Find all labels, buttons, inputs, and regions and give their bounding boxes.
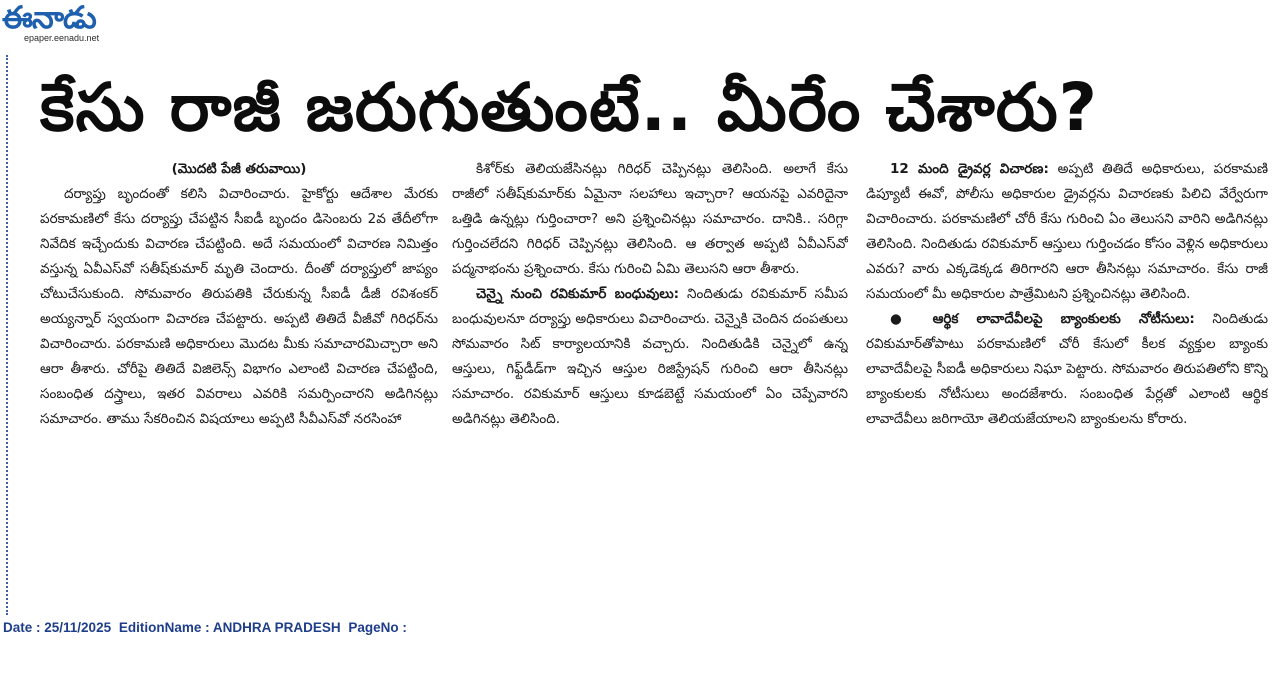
column-2-body-1: కిశోర్‌కు తెలియజేసినట్లు గిరిధర్ చెప్పినట్లు తెలిసింది. అలాగే కేసు రాజీలో సతీష్‌కుమార్‌కు ఏమైనా సలహాలు ఇచ్చారా? ఆయనపై ఎవరిదైనా ఒత్తిడి ఉన్నట్లు గుర్తించారా? అని ప్రశ్నించినట్లు సమాచారం. దానికి.. సరిగ్గా గుర్తించలేదని గిరిధర్ చెప్పినట్లు తెలిసింది. ఆ తర్వాత అప్పటి ఏవీఎస్‌వో పద్మనాభంను ప్రశ్నించారు. కేసు గురించి ఏమి తెలుసని ఆరా తీశారు. [452,161,848,277]
column-2-body-2: నిందితుడు రవికుమార్ సమీప బంధువులనూ దర్యాప్తు అధికారులు విచారించారు. చెన్నైకి చెందిన దంపతులు సోమవారం సిట్ కార్యాలయానికి వచ్చారు. నిందితుడికి చెన్నైలో ఉన్న ఆస్తులు, గిఫ్ట్‌డీడ్‌గా ఇచ్చిన ఆస్తుల రిజిస్ట్రేషన్ గురించి ఆరా తీసినట్లు సమాచారం. రవికుమార్ ఆస్తులు కూడబెట్టే సమయంలో ఏం చెప్పేవారని అడిగినట్లు తెలిసింది. [452,286,848,427]
continued-from-first-page: (మొదటి పేజీ తరువాయి) [171,161,307,177]
footer-date: Date : 25/11/2025 [3,620,112,635]
column-3-section-1 [866,157,1268,307]
footer-edition: EditionName : ANDHRA PRADESH [118,620,341,635]
masthead [2,0,132,48]
article-headline: కేసు రాజీ జరుగుతుంటే.. మీరేం చేశారు? [40,69,1098,146]
article-column-2 [452,157,848,602]
article-column-1 [40,157,438,602]
epaper-url[interactable]: epaper.eenadu.net [24,33,100,43]
bullet-icon: ● [890,311,916,327]
column-3-body-1: అప్పటి తితిదే అధికారులు, పరకామణి డిప్యూటీ ఈవో, పోలీసు అధికారుల డ్రైవర్లను విచారణకు పిలిచి వేర్వేరుగా విచారించారు. పరకామణిలో చోరీ కేసు గురించి ఏం తెలుసని వారిని అడిగినట్లు తెలిసింది. నిందితుడు రవికుమార్ ఆస్తులు గుర్తించడం కోసం వెళ్లిన అధికారులు ఎవరు? వారు ఎక్కడెక్కడ తిరిగారని ఆరా తీసినట్లు సమాచారం. కేసు రాజీ సమయంలో మీ అధికారుల పాత్రేమిటని ప్రశ్నించినట్లు తెలిసింది. [866,161,1268,302]
column-3-section-2 [866,307,1268,432]
column-1-body: దర్యాప్తు బృందంతో కలిసి విచారించారు. హైకోర్టు ఆదేశాల మేరకు పరకామణిలో కేసు దర్యాప్తు చేపట్టిన సీఐడీ బృందం డిసెంబరు 2వ తేదీలోగా నివేదిక ఇచ్చేందుకు విచారణ చేపట్టింది. అదే సమయంలో విచారణ నిమిత్తం వస్తున్న ఏవీఎస్‌వో సతీష్‌కుమార్ మృతి చెందారు. దీంతో దర్యాప్తులో జాప్యం చోటుచేసుకుంది. సోమవారం తిరుపతికి చేరుకున్న సీఐడీ డీజీ రవిశంకర్ అయ్యన్నార్ స్వయంగా విచారణ చేపట్టారు. అప్పటి తితిదే వీజీవో గిరిధర్‌ను విచారించారు. పరకామణి అధికారులు మొదట మీకు సమాచారమిచ్చారా అని ఆరా తీశారు. చోరీపై తితిదే విజిలెన్స్ విభాగం ఎలాంటి విచారణ చేపట్టింది, సంబంధిత దస్త్రాలు, ఇతర వివరాలు ఎవరికి సమర్పించారని అడిగినట్లు సమాచారం. తాము సేకరించిన విషయాలు అప్పటి సీవీఎస్‌వో నరసింహా [40,186,438,427]
subhead-drivers-inquiry: 12 మంది డ్రైవర్ల విచారణ: [890,161,1049,177]
subhead-bank-notices: ఆర్థిక లావాదేవీలపై బ్యాంకులకు నోటీసులు: [932,311,1195,327]
margin-dotted-rule [6,55,8,615]
eenadu-logo[interactable]: ఈనాడు [2,0,96,36]
subhead-chennai-relatives: చెన్నై నుంచి రవికుమార్ బంధువులు: [476,286,680,302]
footer-page: PageNo : [348,620,407,635]
edition-footer [3,620,411,635]
article-column-3 [866,157,1268,602]
column-3-body-2: నిందితుడు రవికుమార్‌తోపాటు పరకామణిలో చోరీ కేసులో కీలక వ్యక్తుల బ్యాంకు లావాదేవీలపై సీఐడీ అధికారులు నిఘా పెట్టారు. సోమవారం తిరుపతిలోని కొన్ని బ్యాంకులకు నోటీసులు అందజేశారు. సంబంధిత పేర్లతో ఎలాంటి ఆర్థిక లావాదేవీలు జరిగాయో తెలియజేయాలని బ్యాంకులను కోరారు. [866,311,1268,427]
column-2-section [452,282,848,432]
